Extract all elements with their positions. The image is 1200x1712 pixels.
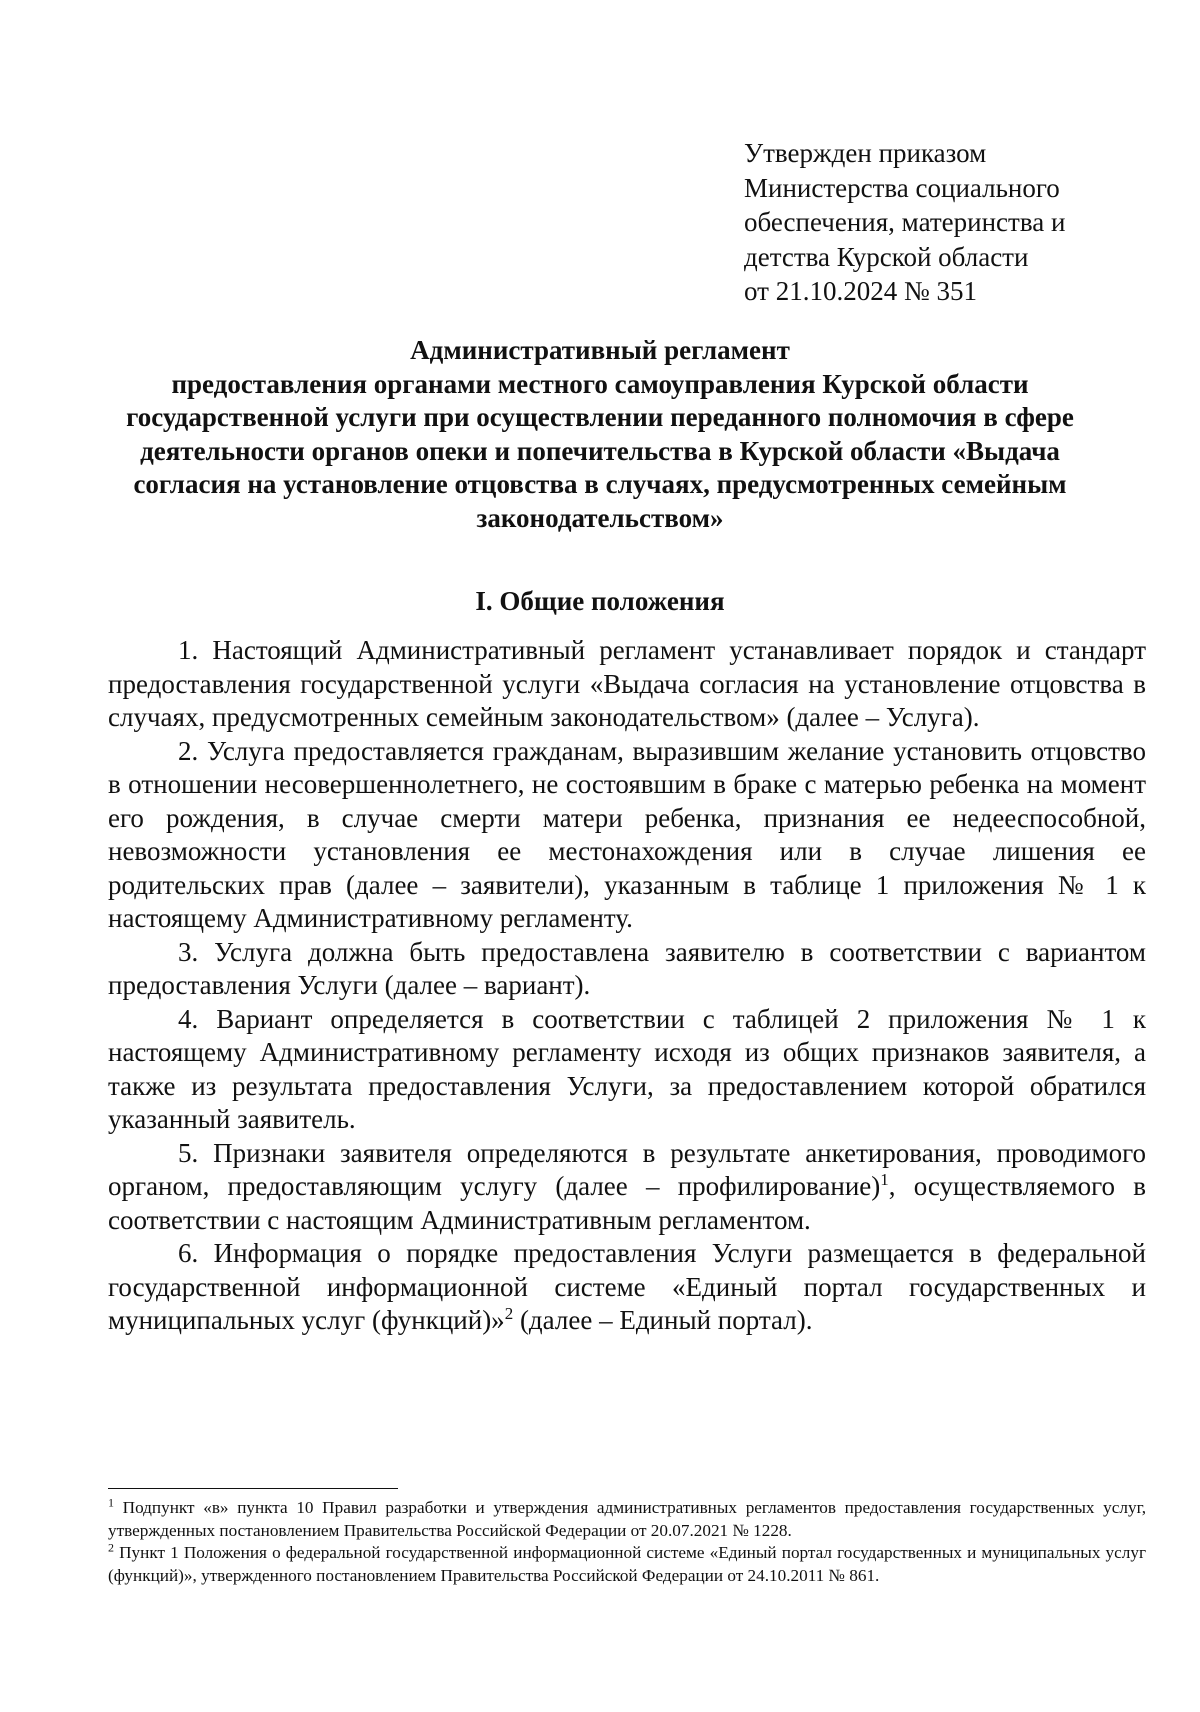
- approval-line: детства Курской области: [744, 241, 1029, 272]
- paragraph-2: [108, 735, 1146, 936]
- document-title: [100, 334, 1100, 535]
- paragraph-6: [108, 1237, 1146, 1338]
- paragraph-text: 3. Услуга должна быть предоставлена заявителю в соответствии с вариантом предоставления Услуги (далее – вариант).: [108, 936, 1146, 1000]
- title-line: согласия на установление отцовства в случаях, предусмотренных семейным: [133, 469, 1067, 499]
- footnote-mark: 1: [108, 1495, 114, 1510]
- paragraph-text: 1. Настоящий Административный регламент устанавливает порядок и стандарт предоставления государственной услуги «Выдача согласия на установление отцовства в случаях, предусмотренных семейным законодательством» (далее – Услуга).: [108, 635, 1146, 732]
- section-heading: I. Общие положения: [475, 586, 725, 616]
- title-line: деятельности органов опеки и попечительства в Курской области «Выдача: [140, 435, 1060, 466]
- section-body: [108, 634, 1146, 1338]
- title-line: Административный регламент: [410, 335, 790, 365]
- approval-stamp: [744, 136, 1164, 309]
- title-line: законодательством»: [476, 502, 724, 533]
- footnote-text: Пункт 1 Положения о федеральной государственной информационной системе «Единый портал государственных и муниципальных услуг (функций)», утвержденного постановлением Правительства Российской Федерации от 24.10.2011 № 861.: [108, 1543, 1146, 1585]
- footnote-2: [108, 1542, 1146, 1587]
- footnote-ref: 1: [880, 1170, 889, 1189]
- footnote-separator: [108, 1488, 398, 1489]
- footnotes: [108, 1497, 1146, 1587]
- title-line: государственной услуги при осуществлении переданного полномочия в сфере: [126, 402, 1074, 432]
- paragraph-text: 2. Услуга предоставляется гражданам, выразившим желание установить отцовство в отношении несовершеннолетнего, не состоявшим в браке с матерью ребенка на момент его рождения, в случае смерти матери ребенка, признания ее недееспособной, невозможности установления ее местонахождения или в случае лишения ее родительских прав (далее – заявители), указанным в таблице 1 приложения № 1 к настоящему Административному регламенту.: [108, 735, 1146, 933]
- approval-line: Утвержден приказом: [744, 138, 987, 168]
- paragraph-text-tail: (далее – Единый портал).: [513, 1305, 813, 1335]
- paragraph-text-tail: , осуществляемого в соответствии с настоящим Административным регламентом.: [108, 1171, 1146, 1235]
- footnote-ref: 2: [504, 1304, 514, 1323]
- footnote-text: Подпункт «в» пункта 10 Правил разработки и утверждения административных регламентов предоставления государственных услуг, утвержденных постановлением Правительства Российской Федерации от 20.07.2021 № 1228.: [108, 1498, 1146, 1540]
- paragraph-3: [108, 936, 1146, 1003]
- footnote-1: [108, 1497, 1146, 1542]
- paragraph-text: 4. Вариант определяется в соответствии с таблицей 2 приложения № 1 к настоящему Административному регламенту исходя из общих признаков заявителя, а также из результата предоставления Услуги, за предоставлением которой обратился указанный заявитель.: [108, 1003, 1146, 1134]
- approval-line: Министерства социального: [744, 172, 1060, 203]
- paragraph-5: [108, 1137, 1146, 1238]
- approval-line: обеспечения, материнства и: [744, 207, 1066, 237]
- paragraph-4: [108, 1003, 1146, 1137]
- paragraph-text: 6. Информация о порядке предоставления Услуги размещается в федеральной государственной информационной системе «Единый портал государственных и муниципальных услуг (функций)»: [108, 1238, 1146, 1335]
- title-line: предоставления органами местного самоуправления Курской области: [171, 368, 1029, 399]
- paragraph-1: [108, 634, 1146, 735]
- footnote-mark: 2: [108, 1540, 114, 1555]
- approval-line: от 21.10.2024 № 351: [744, 276, 977, 306]
- paragraph-text: 5. Признаки заявителя определяются в результате анкетирования, проводимого органом, предоставляющим услугу (далее – профилирование): [108, 1137, 1146, 1201]
